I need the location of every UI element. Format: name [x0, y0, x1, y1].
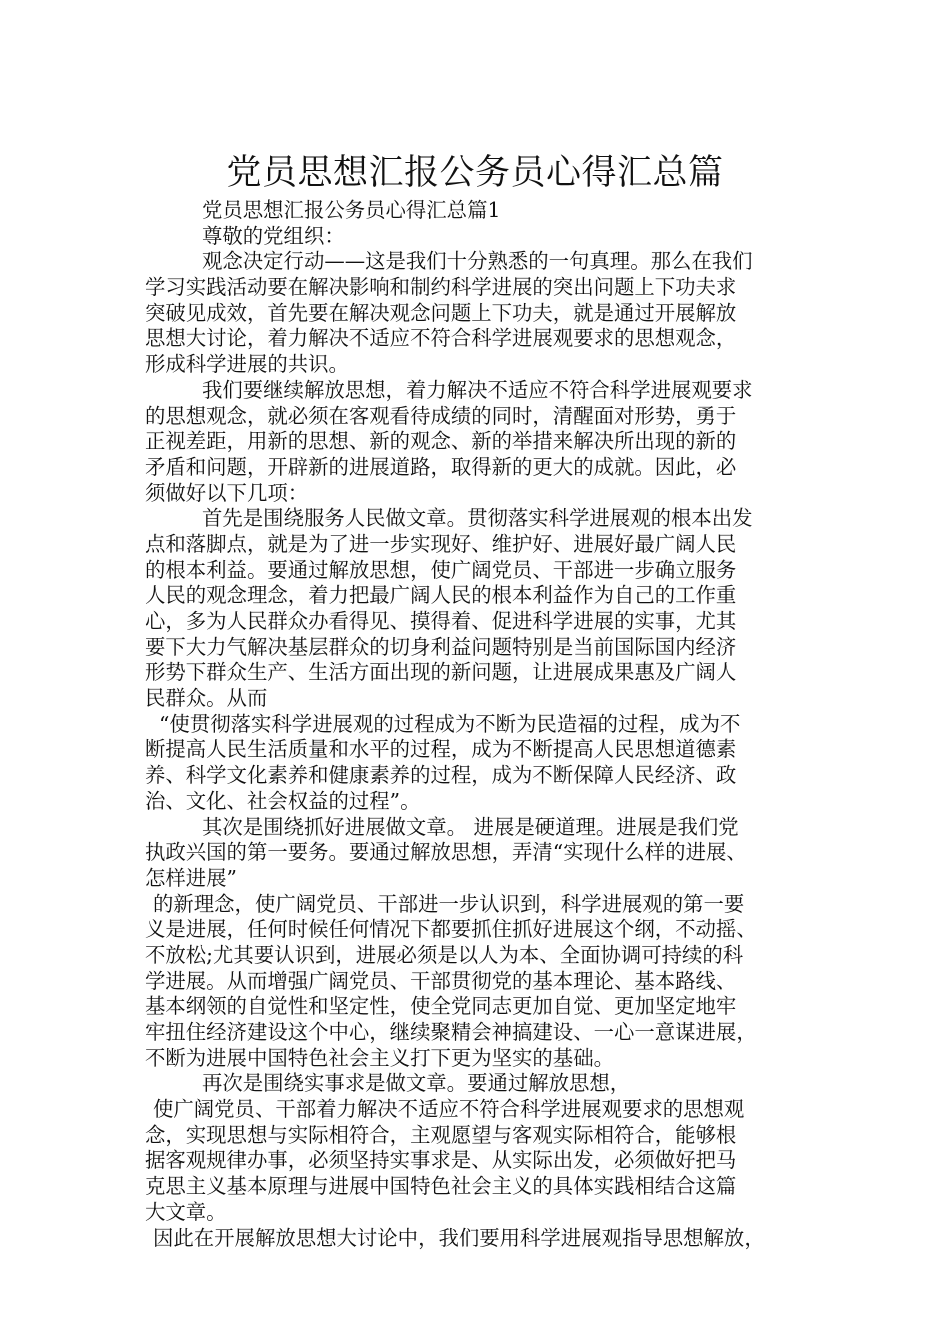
text-line: 首先是围绕服务人民做文章。贯彻落实科学进展观的根本出发	[202, 506, 753, 531]
text-line: 民群众。从而	[145, 686, 268, 711]
text-line: 使广阔党员、干部着力解决不适应不符合科学进展观要求的思想观	[153, 1097, 745, 1122]
text-line: 义是进展，任何时候任何情况下都要抓住抓好进展这个纲，不动摇、	[145, 917, 757, 942]
text-line: 观念决定行动——这是我们十分熟悉的一句真理。那么在我们	[202, 249, 753, 274]
text-line: 心，多为人民群众办看得见、摸得着、促进科学进展的实事，尤其	[145, 609, 737, 633]
text-line: 学习实践活动要在解决影响和制约科学进展的突出问题上下功夫求	[145, 275, 737, 300]
document-body	[145, 198, 815, 1251]
text-line: 牢扭住经济建设这个中心，继续聚精会神搞建设、一心一意谋进展，	[145, 1020, 757, 1044]
text-line: 念，实现思想与实际相符合，主观愿望与客观实际相符合，能够根	[145, 1122, 737, 1147]
text-line: 要下大力气解决基层群众的切身利益问题特别是当前国际国内经济	[145, 634, 737, 659]
text-line: 据客观规律办事，必须坚持实事求是、从实际出发，必须做好把马	[145, 1148, 737, 1173]
text-line: 的根本利益。要通过解放思想，使广阔党员、干部进一步确立服务	[145, 557, 737, 582]
text-line: 大文章。	[145, 1199, 227, 1224]
text-line: 形成科学进展的共识。	[145, 352, 349, 377]
text-line: 再次是围绕实事求是做文章。要通过解放思想，	[202, 1071, 631, 1096]
text-line: 我们要继续解放思想，着力解决不适应不符合科学进展观要求	[202, 377, 753, 402]
text-line: 怎样进展”	[145, 865, 237, 890]
salutation: 尊敬的党组织：	[202, 223, 345, 248]
text-line: “使贯彻落实科学进展观的过程成为不断为民造福的过程，成为不	[159, 711, 741, 736]
document-title: 党员思想汇报公务员心得汇总篇	[226, 153, 724, 194]
text-line: 形势下群众生产、生活方面出现的新问题，让进展成果惠及广阔人	[145, 660, 737, 685]
text-line: 突破见成效，首先要在解决观念问题上下功夫，就是通过开展解放	[145, 300, 737, 325]
text-line: 不放松;尤其要认识到，进展必须是以人为本、全面协调可持续的科	[145, 942, 744, 967]
text-line: 须做好以下几项：	[145, 480, 309, 505]
text-line: 因此在开展解放思想大讨论中，我们要用科学进展观指导思想解放，	[153, 1225, 765, 1250]
section-heading: 党员思想汇报公务员心得汇总篇1	[202, 198, 501, 222]
text-line: 不断为进展中国特色社会主义打下更为坚实的基础。	[145, 1045, 614, 1070]
text-line: 点和落脚点，就是为了进一步实现好、维护好、进展好最广阔人民	[145, 531, 737, 556]
text-line: 思想大讨论，着力解决不适应不符合科学进展观要求的思想观念，	[145, 326, 737, 351]
text-line: 克思主义基本原理与进展中国特色社会主义的具体实践相结合这篇	[145, 1174, 737, 1199]
text-line: 学进展。从而增强广阔党员、干部贯彻党的基本理论、基本路线、	[145, 968, 737, 993]
text-line: 矛盾和问题，开辟新的进展道路，取得新的更大的成就。因此，必	[145, 454, 737, 479]
text-line: 执政兴国的第一要务。要通过解放思想，弄清“实现什么样的进展、	[145, 840, 747, 865]
text-line: 的思想观念，就必须在客观看待成绩的同时，清醒面对形势，勇于	[145, 403, 737, 428]
text-line: 其次是围绕抓好进展做文章。 进展是硬道理。进展是我们党	[202, 814, 739, 839]
text-line: 养、科学文化素养和健康素养的过程，成为不断保障人民经济、政	[145, 763, 737, 788]
text-line: 正视差距，用新的思想、新的观念、新的举措来解决所出现的新的	[145, 429, 737, 454]
text-line: 治、文化、社会权益的过程”。	[145, 788, 421, 813]
text-line: 的新理念，使广阔党员、干部进一步认识到，科学进展观的第一要	[153, 891, 745, 916]
text-line: 基本纲领的自觉性和坚定性，使全党同志更加自觉、更加坚定地牢	[145, 994, 737, 1019]
text-line: 人民的观念理念，着力把最广阔人民的根本利益作为自己的工作重	[145, 583, 737, 608]
text-line: 断提高人民生活质量和水平的过程，成为不断提高人民思想道德素	[145, 737, 737, 762]
